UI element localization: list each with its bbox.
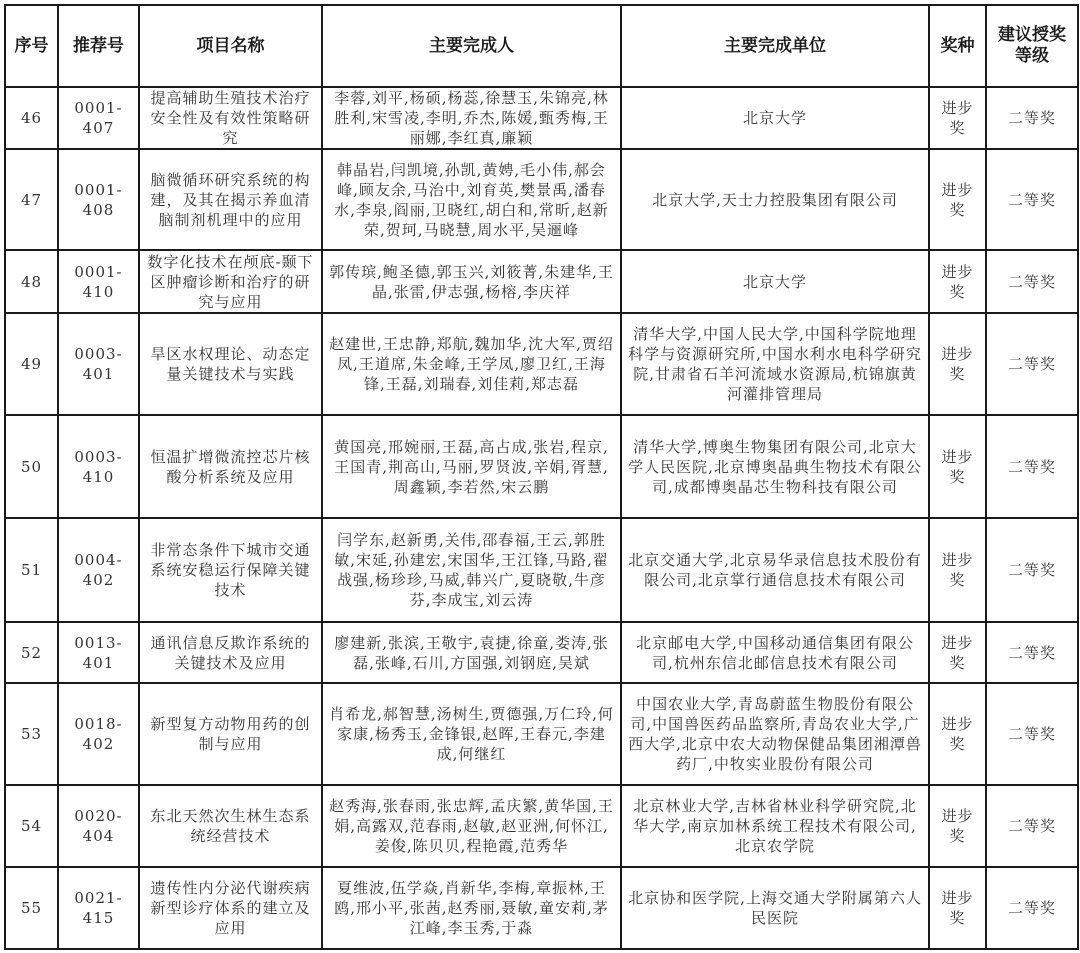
table-row bbox=[5, 415, 1078, 518]
header-award-type: 奖种 bbox=[929, 5, 986, 87]
header-main-people: 主要完成人 bbox=[322, 5, 621, 87]
row-index: 46 bbox=[5, 87, 58, 149]
row-main-people: 肖希龙,郝智慧,汤树生,贾德强,万仁玲,何家康,杨秀玉,金锋银,赵晖,王春元,李建成,何继红 bbox=[322, 683, 621, 785]
row-index: 52 bbox=[5, 622, 58, 683]
row-award-level: 二等奖 bbox=[986, 313, 1078, 415]
table-row bbox=[5, 785, 1078, 867]
row-award-level: 二等奖 bbox=[986, 415, 1078, 518]
row-project-name: 非常态条件下城市交通系统安稳运行保障关键技术 bbox=[139, 518, 322, 622]
row-main-people: 赵建世,王忠静,郑航,魏加华,沈大军,贾绍凤,王道席,朱金峰,王学凤,廖卫红,王海锋,王磊,刘瑞春,刘佳莉,郑志磊 bbox=[322, 313, 621, 415]
row-award-level: 二等奖 bbox=[986, 622, 1078, 683]
table-row bbox=[5, 518, 1078, 622]
row-recommend-no: 0003-401 bbox=[58, 313, 139, 415]
row-index: 51 bbox=[5, 518, 58, 622]
awards-table bbox=[4, 4, 1079, 950]
row-award-type: 进步奖 bbox=[929, 149, 986, 250]
row-recommend-no: 0013-401 bbox=[58, 622, 139, 683]
row-project-name: 数字化技术在颅底-颞下区肿瘤诊断和治疗的研究与应用 bbox=[139, 250, 322, 313]
row-award-type: 进步奖 bbox=[929, 518, 986, 622]
row-main-people: 韩晶岩,闫凯境,孙凯,黄娉,毛小伟,郝会峰,顾友余,马治中,刘育英,樊景禹,潘春水,李泉,阎丽,卫晓红,胡白和,常昕,赵新荣,贺珂,马晓慧,周水平,吴逦峰 bbox=[322, 149, 621, 250]
table-row bbox=[5, 149, 1078, 250]
row-project-name: 恒温扩增微流控芯片核酸分析系统及应用 bbox=[139, 415, 322, 518]
row-award-type: 进步奖 bbox=[929, 785, 986, 867]
row-main-people: 赵秀海,张春雨,张忠辉,孟庆繁,黄华国,王娟,高露双,范春雨,赵敏,赵亚洲,何怀江,姜俊,陈贝贝,程艳霞,范秀华 bbox=[322, 785, 621, 867]
table-row bbox=[5, 622, 1078, 683]
row-index: 50 bbox=[5, 415, 58, 518]
row-main-units: 北京大学 bbox=[621, 87, 929, 149]
table-row bbox=[5, 683, 1078, 785]
row-project-name: 新型复方动物用药的创制与应用 bbox=[139, 683, 322, 785]
row-award-type: 进步奖 bbox=[929, 622, 986, 683]
header-award-level: 建议授奖等级 bbox=[986, 5, 1078, 87]
header-row bbox=[5, 5, 1078, 87]
row-index: 49 bbox=[5, 313, 58, 415]
row-award-type: 进步奖 bbox=[929, 867, 986, 949]
row-index: 55 bbox=[5, 867, 58, 949]
row-award-level: 二等奖 bbox=[986, 87, 1078, 149]
row-main-units: 北京林业大学,吉林省林业科学研究院,北华大学,南京加林系统工程技术有限公司,北京农学院 bbox=[621, 785, 929, 867]
row-award-type: 进步奖 bbox=[929, 415, 986, 518]
row-award-level: 二等奖 bbox=[986, 785, 1078, 867]
header-recommend-no: 推荐号 bbox=[58, 5, 139, 87]
row-award-type: 进步奖 bbox=[929, 683, 986, 785]
row-award-level: 二等奖 bbox=[986, 518, 1078, 622]
row-award-level: 二等奖 bbox=[986, 683, 1078, 785]
row-main-units: 北京交通大学,北京易华录信息技术股份有限公司,北京掌行通信息技术有限公司 bbox=[621, 518, 929, 622]
row-award-level: 二等奖 bbox=[986, 250, 1078, 313]
row-project-name: 提高辅助生殖技术治疗安全性及有效性策略研究 bbox=[139, 87, 322, 149]
row-index: 54 bbox=[5, 785, 58, 867]
row-index: 53 bbox=[5, 683, 58, 785]
row-recommend-no: 0001-408 bbox=[58, 149, 139, 250]
row-main-people: 夏维波,伍学焱,肖新华,李梅,章振林,王鸥,邢小平,张茜,赵秀丽,聂敏,童安莉,茅江峰,李玉秀,于淼 bbox=[322, 867, 621, 949]
row-main-units: 清华大学,博奥生物集团有限公司,北京大学人民医院,北京博奥晶典生物技术有限公司,成都博奥晶芯生物科技有限公司 bbox=[621, 415, 929, 518]
row-project-name: 旱区水权理论、动态定量关键技术与实践 bbox=[139, 313, 322, 415]
header-main-units: 主要完成单位 bbox=[621, 5, 929, 87]
table-row bbox=[5, 250, 1078, 313]
row-award-type: 进步奖 bbox=[929, 250, 986, 313]
row-award-type: 进步奖 bbox=[929, 313, 986, 415]
row-project-name: 遗传性内分泌代谢疾病新型诊疗体系的建立及应用 bbox=[139, 867, 322, 949]
row-award-level: 二等奖 bbox=[986, 867, 1078, 949]
row-recommend-no: 0001-407 bbox=[58, 87, 139, 149]
row-recommend-no: 0001-410 bbox=[58, 250, 139, 313]
row-main-people: 闫学东,赵新勇,关伟,邵春福,王云,郭胜敏,宋延,孙建宏,宋国华,王江锋,马路,翟战强,杨珍珍,马威,韩兴广,夏晓敬,牛彦芬,李成宝,刘云涛 bbox=[322, 518, 621, 622]
row-main-units: 清华大学,中国人民大学,中国科学院地理科学与资源研究所,中国水利水电科学研究院,甘肃省石羊河流域水资源局,杭锦旗黄河灌排管理局 bbox=[621, 313, 929, 415]
row-project-name: 脑微循环研究系统的构建，及其在揭示养血清脑制剂机理中的应用 bbox=[139, 149, 322, 250]
row-project-name: 东北天然次生林生态系统经营技术 bbox=[139, 785, 322, 867]
row-recommend-no: 0020-404 bbox=[58, 785, 139, 867]
row-main-people: 黄国亮,邢婉丽,王磊,高占成,张岩,程京,王国青,荆高山,马丽,罗贤波,辛娟,胥慧,周鑫颖,李若然,宋云鹏 bbox=[322, 415, 621, 518]
row-main-units: 北京邮电大学,中国移动通信集团有限公司,杭州东信北邮信息技术有限公司 bbox=[621, 622, 929, 683]
row-recommend-no: 0004-402 bbox=[58, 518, 139, 622]
row-award-type: 进步奖 bbox=[929, 87, 986, 149]
table-row bbox=[5, 867, 1078, 949]
row-recommend-no: 0018-402 bbox=[58, 683, 139, 785]
table-row bbox=[5, 87, 1078, 149]
row-main-people: 郭传瑸,鲍圣德,郭玉兴,刘筱菁,朱建华,王晶,张雷,伊志强,杨榕,李庆祥 bbox=[322, 250, 621, 313]
row-index: 48 bbox=[5, 250, 58, 313]
row-recommend-no: 0003-410 bbox=[58, 415, 139, 518]
row-main-units: 北京大学,天士力控股集团有限公司 bbox=[621, 149, 929, 250]
row-project-name: 通讯信息反欺诈系统的关键技术及应用 bbox=[139, 622, 322, 683]
row-main-units: 北京协和医学院,上海交通大学附属第六人民医院 bbox=[621, 867, 929, 949]
row-index: 47 bbox=[5, 149, 58, 250]
row-main-people: 廖建新,张滨,王敬宇,袁捷,徐童,娄涛,张磊,张峰,石川,方国强,刘钢庭,吴斌 bbox=[322, 622, 621, 683]
header-project-name: 项目名称 bbox=[139, 5, 322, 87]
table-row bbox=[5, 313, 1078, 415]
row-main-units: 北京大学 bbox=[621, 250, 929, 313]
row-award-level: 二等奖 bbox=[986, 149, 1078, 250]
row-recommend-no: 0021-415 bbox=[58, 867, 139, 949]
row-main-people: 李蓉,刘平,杨硕,杨蕊,徐慧玉,朱锦亮,林胜利,宋雪凌,李明,乔杰,陈媛,甄秀梅,王丽娜,李红真,廉颖 bbox=[322, 87, 621, 149]
row-main-units: 中国农业大学,青岛蔚蓝生物股份有限公司,中国兽医药品监察所,青岛农业大学,广西大学,北京中农大动物保健品集团湘潭兽药厂,中牧实业股份有限公司 bbox=[621, 683, 929, 785]
header-index: 序号 bbox=[5, 5, 58, 87]
